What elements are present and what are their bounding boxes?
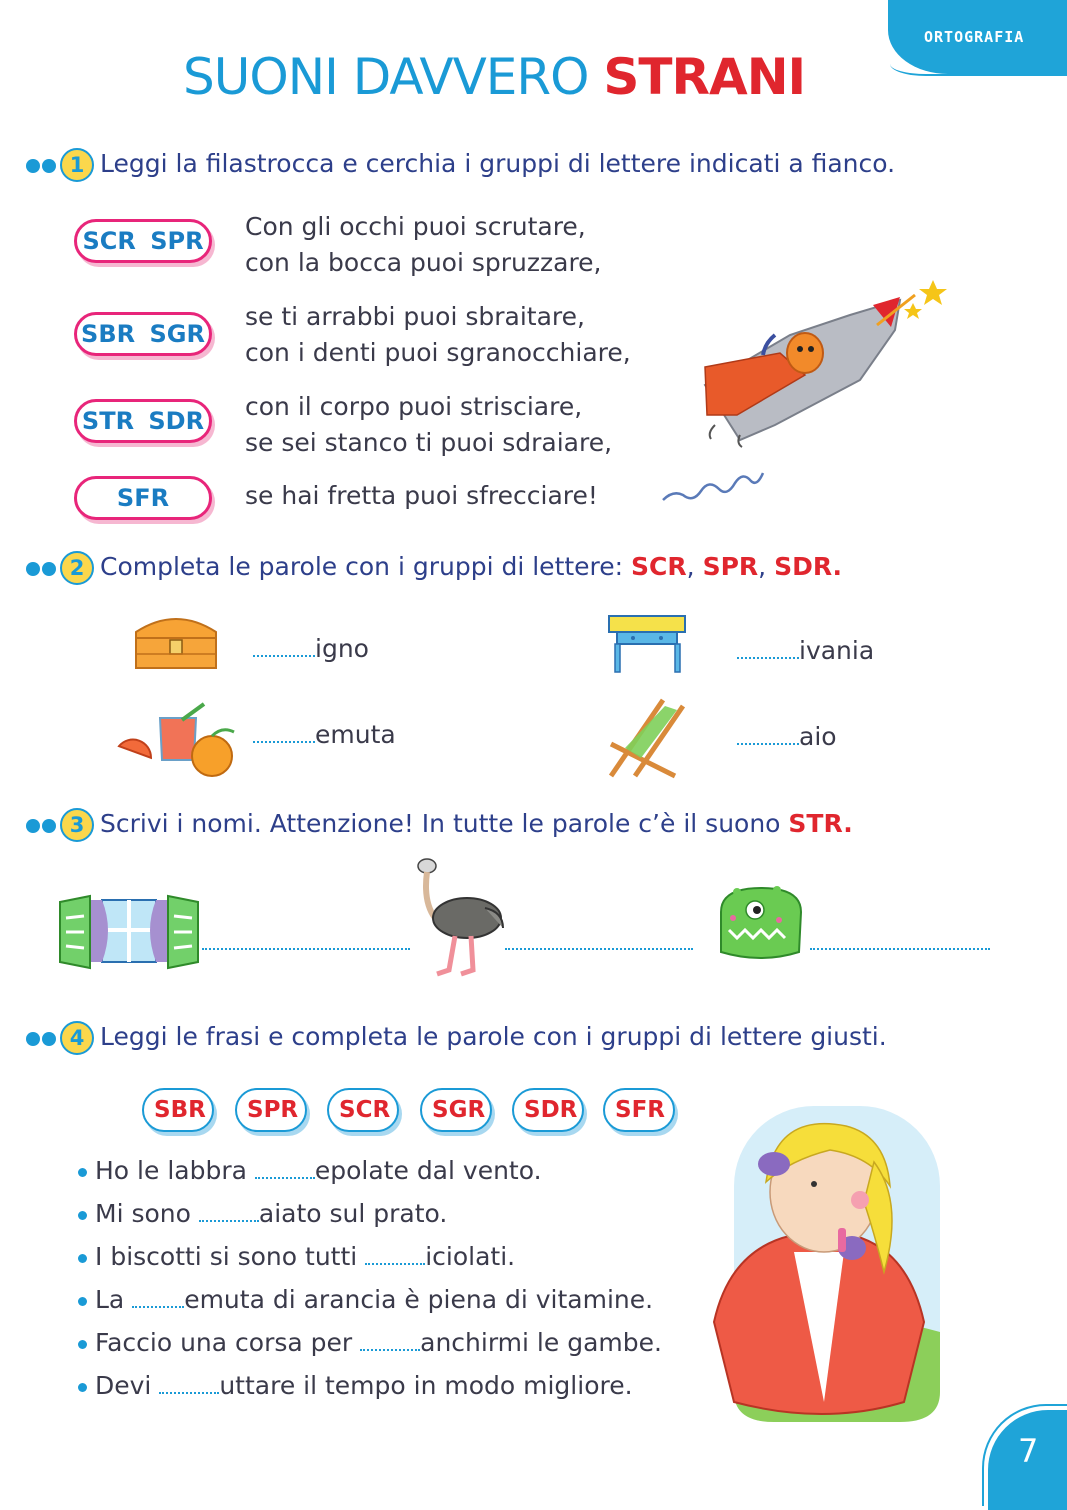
poem-line: con il corpo puoi strisciare,: [245, 392, 583, 421]
separator: ,: [758, 552, 767, 581]
ex4-header: [26, 1021, 887, 1055]
bullet-icon: [78, 1383, 87, 1392]
poem-stanza: [245, 299, 631, 371]
group-pill-sgr: SGR: [420, 1088, 492, 1132]
letter-group-pill: SFR: [74, 476, 212, 520]
fill-blank[interactable]: [737, 725, 799, 745]
ex1-number: 1: [60, 148, 94, 182]
section-tab-label: ORTOGRAFIA: [924, 28, 1025, 46]
group-pill-sbr: SBR: [142, 1088, 214, 1132]
poem-line: se sei stanco ti puoi sdraiare,: [245, 428, 613, 457]
deck-chair-icon: [605, 694, 689, 780]
word-ending: ivania: [799, 636, 875, 665]
poem-stanza: [245, 389, 612, 461]
word-ending: aio: [799, 722, 837, 751]
word-blank-2: [737, 636, 874, 665]
poem-stanza: [245, 209, 602, 281]
sentence-start: Mi sono: [95, 1199, 191, 1228]
answer-line[interactable]: [202, 946, 410, 950]
section-tab-outline: [890, 64, 1067, 76]
fill-blank[interactable]: [159, 1374, 219, 1394]
group-sdr: SDR: [774, 552, 833, 581]
window-shutters-icon: [58, 892, 200, 970]
bullet-dots-icon: [26, 815, 60, 835]
sentence: [78, 1328, 662, 1357]
poem-line: se hai fretta puoi sfrecciare!: [245, 481, 598, 510]
sentence: [78, 1242, 515, 1271]
sentence: [78, 1199, 447, 1228]
page-title: [183, 48, 805, 106]
poem-stanza: [245, 478, 598, 514]
ex1-instruction: Leggi la filastrocca e cerchia i gruppi di lettere indicati a fianco.: [100, 149, 896, 178]
bullet-icon: [78, 1168, 87, 1177]
group-scr: SCR: [631, 552, 687, 581]
fill-blank[interactable]: [360, 1331, 420, 1351]
flying-rocket-character-icon: [645, 275, 955, 510]
green-monster-icon: [713, 882, 805, 964]
letter-group-pill: SCR SPR: [74, 219, 212, 263]
poem-line: se ti arrabbi puoi sbraitare,: [245, 302, 585, 331]
ex2-instruction: Completa le parole con i gruppi di lettere:: [100, 552, 624, 581]
sentence: [78, 1156, 542, 1185]
fill-blank[interactable]: [253, 723, 315, 743]
letter-group-pill: STR SDR: [74, 399, 212, 443]
period: .: [832, 552, 843, 581]
group-spr: SPR: [702, 552, 759, 581]
sentence-start: La: [95, 1285, 125, 1314]
juice-and-orange-icon: [112, 700, 242, 778]
period: .: [843, 809, 853, 838]
sentence: [78, 1285, 653, 1314]
sentence-start: Devi: [95, 1371, 152, 1400]
fill-blank[interactable]: [255, 1159, 315, 1179]
word-blank-3: [253, 720, 396, 749]
title-part1: SUONI DAVVERO: [183, 48, 589, 106]
ostrich-icon: [415, 858, 507, 980]
girl-with-lip-balm-icon: [674, 1102, 944, 1424]
bullet-dots-icon: [26, 1028, 60, 1048]
fill-blank[interactable]: [132, 1288, 184, 1308]
sentence-end: anchirmi le gambe.: [420, 1328, 662, 1357]
ex4-instruction: Leggi le frasi e completa le parole con i gruppi di lettere giusti.: [100, 1022, 887, 1051]
fill-blank[interactable]: [365, 1245, 425, 1265]
sentence: [78, 1371, 633, 1400]
sentence-end: aiato sul prato.: [258, 1199, 448, 1228]
sentence-start: Ho le labbra: [95, 1156, 247, 1185]
fill-blank[interactable]: [253, 637, 315, 657]
ex1-header: [26, 148, 895, 182]
group-pill-spr: SPR: [235, 1088, 307, 1132]
word-ending: emuta: [315, 720, 396, 749]
sentence-end: iciolati.: [425, 1242, 516, 1271]
group-pill-sdr: SDR: [512, 1088, 584, 1132]
word-blank-1: [253, 634, 369, 663]
group-pill-sfr: SFR: [603, 1088, 675, 1132]
fill-blank[interactable]: [199, 1202, 259, 1222]
treasure-chest-icon: [130, 614, 222, 672]
ex4-number: 4: [60, 1021, 94, 1055]
bullet-icon: [78, 1297, 87, 1306]
letter-group-pill: SBR SGR: [74, 312, 212, 356]
fill-blank[interactable]: [737, 639, 799, 659]
ex2-number: 2: [60, 551, 94, 585]
desk-icon: [605, 612, 689, 676]
poem-line: con la bocca puoi spruzzare,: [245, 248, 602, 277]
sentence-start: I biscotti si sono tutti: [95, 1242, 358, 1271]
group-pill-scr: SCR: [327, 1088, 399, 1132]
title-part2: STRANI: [603, 48, 806, 106]
ex3-number: 3: [60, 808, 94, 842]
ex3-instruction: Scrivi i nomi. Attenzione! In tutte le parole c’è il suono: [100, 809, 781, 838]
sentence-start: Faccio una corsa per: [95, 1328, 353, 1357]
poem-line: Con gli occhi puoi scrutare,: [245, 212, 586, 241]
bullet-icon: [78, 1254, 87, 1263]
bullet-dots-icon: [26, 558, 60, 578]
answer-line[interactable]: [505, 946, 693, 950]
word-blank-4: [737, 722, 837, 751]
poem-line: con i denti puoi sgranocchiare,: [245, 338, 631, 367]
ex2-header: [26, 551, 842, 585]
sentence-end: epolate dal vento.: [314, 1156, 542, 1185]
sentence-end: emuta di arancia è piena di vitamine.: [184, 1285, 654, 1314]
bullet-dots-icon: [26, 155, 60, 175]
sentence-end: uttare il tempo in modo migliore.: [219, 1371, 633, 1400]
separator: ,: [686, 552, 695, 581]
page-number: 7: [1018, 1432, 1039, 1470]
answer-line[interactable]: [810, 946, 990, 950]
bullet-icon: [78, 1211, 87, 1220]
bullet-icon: [78, 1340, 87, 1349]
ex3-header: [26, 808, 853, 842]
word-ending: igno: [315, 634, 369, 663]
sound-str: STR: [788, 809, 844, 838]
